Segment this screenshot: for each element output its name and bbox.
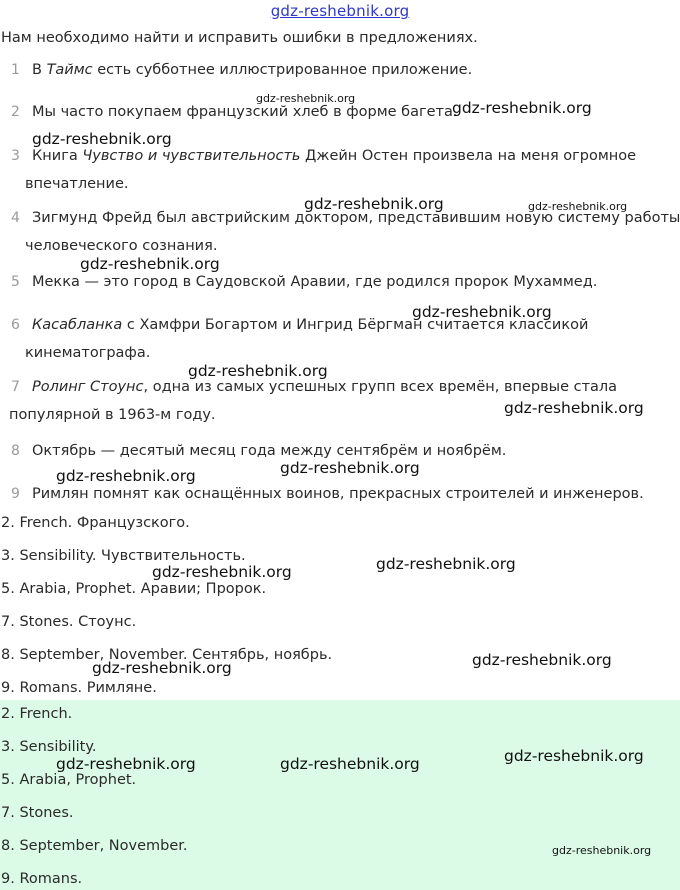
answers-final [0,700,680,890]
watermark: gdz-reshebnik.org [280,755,420,773]
watermark: gdz-reshebnik.org [376,555,516,573]
sentence-number: 5 [11,274,20,290]
answers-with-translation [0,508,680,698]
sentence-text: Ролинг Стоунс, одна из самых успешных групп всех времён, впервые стала [32,379,618,395]
watermark: gdz-reshebnik.org [80,255,220,273]
sentence-number: 8 [11,443,20,459]
watermark: gdz-reshebnik.org [452,99,592,117]
watermark: gdz-reshebnik.org [412,303,552,321]
sentence-text: В Таймс есть субботнее иллюстрированное приложение. [32,62,473,78]
sentence-number: 6 [11,317,20,333]
answer-line: 8. September, November. Сентябрь, ноябрь. [1,647,333,663]
sentence-number: 9 [11,486,20,502]
sentence-text-continued: кинематографа. [25,345,151,361]
answer-line: 2. French. [1,706,73,722]
sentence-text-continued: впечатление. [25,176,129,192]
sentence-text: Книга Чувство и чувствительность Джейн Остен произвела на меня огромное [32,148,637,164]
watermark: gdz-reshebnik.org [56,467,196,485]
sentence-text-continued: человеческого сознания. [25,238,218,254]
answer-line: 3. Sensibility. Чувствительность. [1,548,246,564]
watermark: gdz-reshebnik.org [152,563,292,581]
watermark: gdz-reshebnik.org [280,459,420,477]
watermark: gdz-reshebnik.org [552,844,652,857]
watermark: gdz-reshebnik.org [56,755,196,773]
sentence-text: Мекка — это город в Саудовской Аравии, где родился пророк Мухаммед. [32,274,598,290]
answer-line: 2. French. Французского. [1,515,190,531]
answer-line: 7. Stones. [1,805,74,821]
answer-line: 9. Romans. Римляне. [1,680,157,696]
sentence-text: Зигмунд Фрейд был австрийским доктором, представившим новую систему работы [32,210,680,226]
sentence-number: 2 [11,104,20,120]
watermark: gdz-reshebnik.org [92,659,232,677]
sentence-text: Октябрь — десятый месяц года между сентябрём и ноябрём. [32,443,507,459]
sentence-number: 3 [11,148,20,164]
sentence-text: Касабланка с Хамфри Богартом и Ингрид Бёргман считается классикой [32,317,589,333]
sentence-text: Римлян помнят как оснащённых воинов, прекрасных строителей и инженеров. [32,486,644,502]
answer-line: 8. September, November. [1,838,188,854]
watermark: gdz-reshebnik.org [188,362,328,380]
watermark: gdz-reshebnik.org [528,200,628,213]
answer-line: 7. Stones. Стоунс. [1,614,137,630]
answer-line: 5. Arabia, Prophet. [1,772,137,788]
sentence-number: 4 [11,210,20,226]
watermark: gdz-reshebnik.org [304,195,444,213]
sentence-number: 7 [11,379,20,395]
watermark: gdz-reshebnik.org [256,92,356,105]
task-intro: Нам необходимо найти и исправить ошибки в предложениях. [1,30,478,46]
watermark: gdz-reshebnik.org [504,747,644,765]
sentence-number: 1 [11,62,20,78]
answer-line: 5. Arabia, Prophet. Аравии; Пророк. [1,581,267,597]
watermark: gdz-reshebnik.org [472,651,612,669]
answer-line: 3. Sensibility. [1,739,97,755]
sentence-text-continued: популярной в 1963-м году. [9,407,216,423]
site-link[interactable]: gdz-reshebnik.org [270,2,410,20]
answer-line: 9. Romans. [1,871,83,887]
watermark: gdz-reshebnik.org [504,399,644,417]
sentence-text: Мы часто покупаем французский хлеб в форме багета. [32,104,458,120]
watermark: gdz-reshebnik.org [32,130,172,148]
